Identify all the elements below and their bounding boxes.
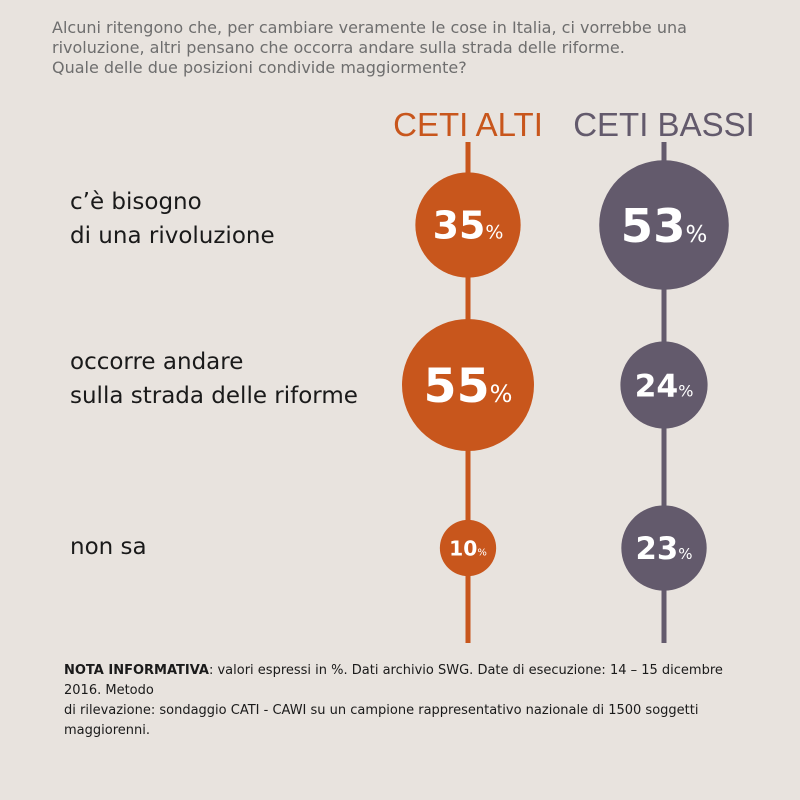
column-header-ceti-alti: CETI ALTI [393,106,543,143]
info-note [64,661,764,741]
row-label-line: non sa [70,534,147,560]
question-line-3: Quale delle due posizioni condivide maggiormente? [52,58,467,77]
bubble-value-ceti-alti-1: 35% [432,203,504,248]
bubble-value-ceti-alti-3: 10% [449,536,487,561]
column-header-ceti-bassi: CETI BASSI [573,106,755,143]
row-label-line: sulla strada delle riforme [70,383,358,409]
question-line-2: rivoluzione, altri pensano che occorra andare sulla strada delle riforme. [52,38,625,57]
row-label-non-sa [70,530,147,564]
row-label-riforme [70,345,358,413]
note-label: NOTA INFORMATIVA [64,663,209,678]
question-line-1: Alcuni ritengono che, per cambiare veramente le cose in Italia, ci vorrebbe una [52,18,687,37]
note-text-1: : valori espressi in %. Dati archivio SWG. Date di esecuzione: 14 – 15 dicembre 2016. Metodo [64,663,723,698]
row-label-line: occorre andare [70,349,244,375]
row-label-line: c’è bisogno [70,189,202,215]
note-text-2: di rilevazione: sondaggio CATI - CAWI su un campione rappresentativo nazionale di 1500 soggetti maggiorenni. [64,703,699,738]
bubble-value-ceti-bassi-1: 53% [620,198,708,253]
bubble-value-ceti-bassi-2: 24% [634,368,694,405]
row-label-line: di una rivoluzione [70,223,275,249]
bubble-value-ceti-bassi-3: 23% [635,531,693,568]
row-label-rivoluzione [70,185,275,253]
bubble-value-ceti-alti-2: 55% [423,359,513,415]
